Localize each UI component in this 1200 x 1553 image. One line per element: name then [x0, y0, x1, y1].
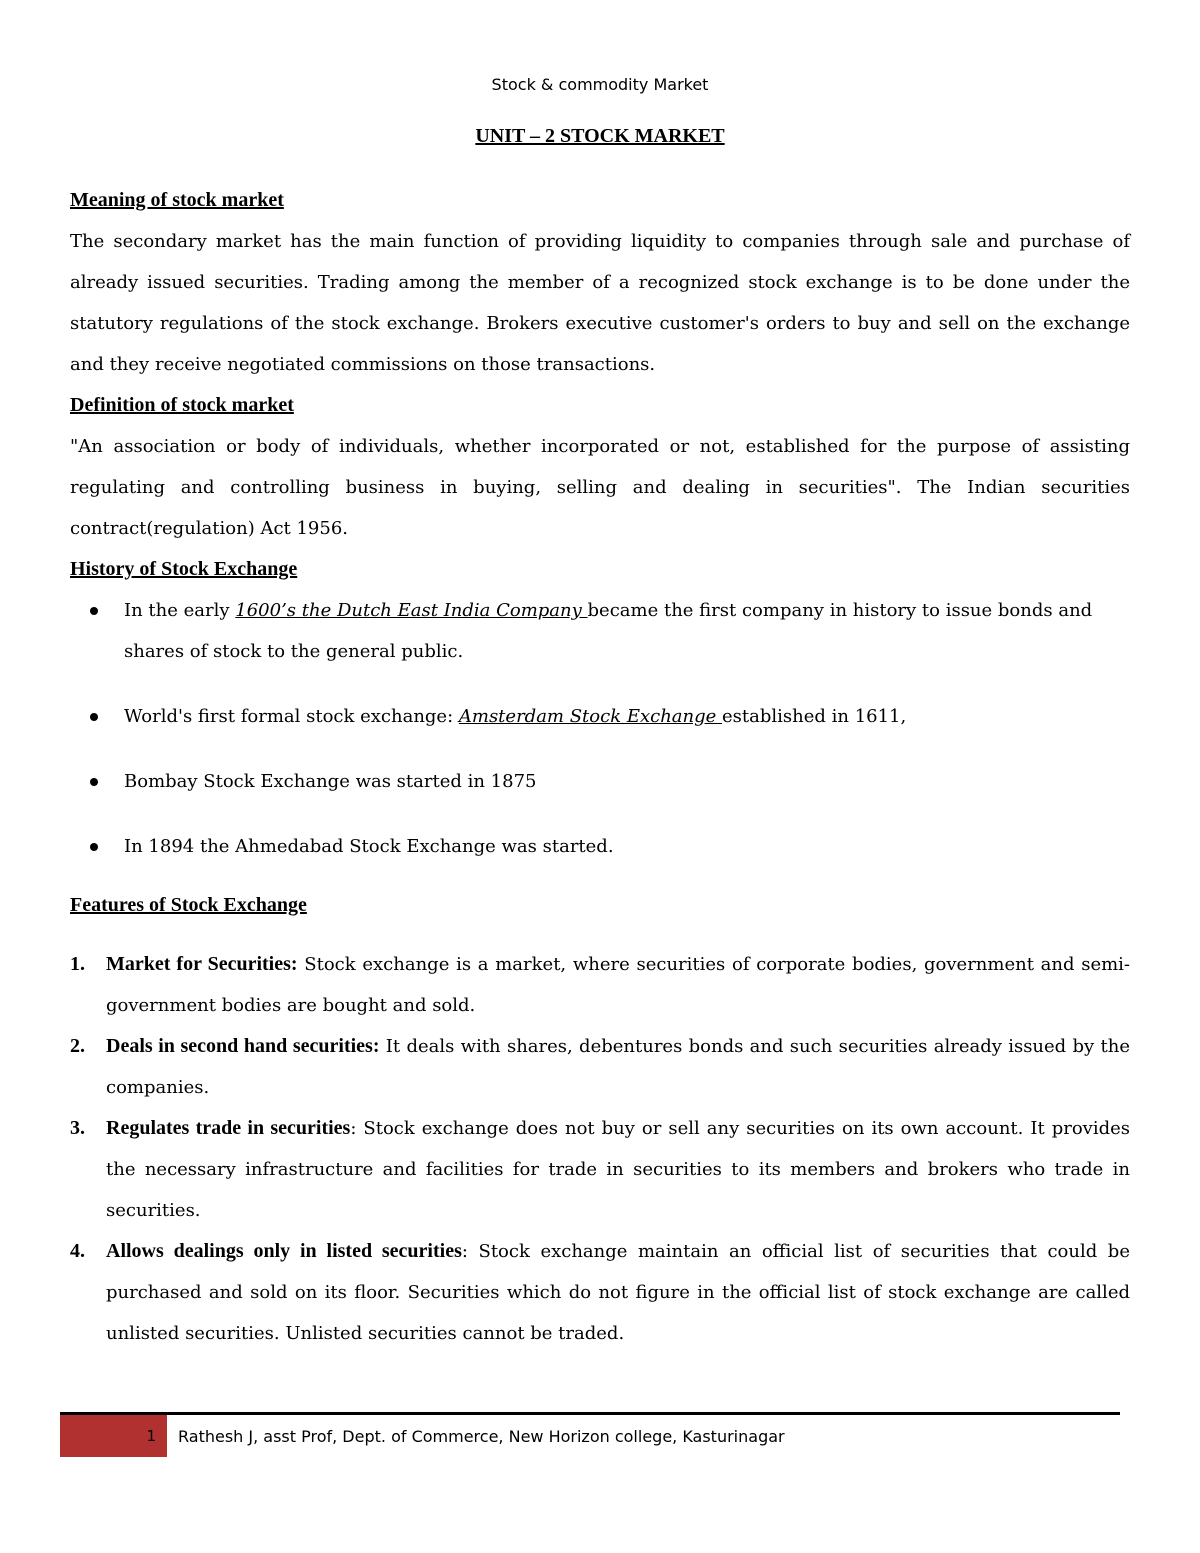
- page-number: 1: [146, 1427, 156, 1445]
- history-item-1-text: In the early: [124, 600, 236, 621]
- history-item-1-rest: became the first company in history to issue bonds and shares of stock to the general public.: [124, 600, 1093, 662]
- dutch-east-india-link[interactable]: 1600’s the Dutch East India Company: [235, 600, 588, 621]
- history-item-2-rest: established in 1611,: [722, 706, 907, 727]
- document-body: [70, 180, 1130, 1354]
- feature-text: : Stock exchange maintain an official list of securities that could be purchased and sold on its floor. Securities which do not figure in the official list of stock exchange are called unlisted securities. Unlisted securities cannot be traded.: [106, 1241, 1130, 1344]
- feature-number: 3.: [70, 1117, 85, 1139]
- feature-text: It deals with shares, debentures bonds and such securities already issued by the companies.: [106, 1036, 1130, 1098]
- history-list: [70, 590, 1130, 867]
- list-item: [70, 590, 1130, 672]
- heading-features: Features of Stock Exchange: [70, 894, 307, 916]
- feature-lead: Deals in second hand securities:: [106, 1035, 380, 1057]
- heading-meaning: Meaning of stock market: [70, 189, 284, 211]
- list-item: [70, 1108, 1130, 1231]
- history-item-3-text: Bombay Stock Exchange was started in 1875: [124, 771, 537, 792]
- feature-number: 4.: [70, 1240, 85, 1262]
- list-item: [70, 696, 1130, 737]
- list-item: [70, 1026, 1130, 1108]
- features-list: [70, 944, 1130, 1354]
- feature-lead: Regulates trade in securities: [106, 1117, 351, 1139]
- feature-lead: Market for Securities:: [106, 953, 298, 975]
- feature-text: Stock exchange is a market, where securities of corporate bodies, government and semi-government bodies are bought and sold.: [106, 954, 1131, 1016]
- heading-history: History of Stock Exchange: [70, 558, 298, 580]
- history-item-2-text: World's first formal stock exchange:: [124, 706, 459, 727]
- feature-lead: Allows dealings only in listed securities: [106, 1240, 462, 1262]
- running-header: Stock & commodity Market: [491, 75, 709, 94]
- definition-paragraph: "An association or body of individuals, whether incorporated or not, established for the purpose of assisting regulating and controlling business in buying, selling and dealing in securities". The Indian securities contract(regulation) Act 1956.: [70, 436, 1130, 539]
- heading-definition: Definition of stock market: [70, 394, 294, 416]
- feature-text: : Stock exchange does not buy or sell any securities on its own account. It provides the necessary infrastructure and facilities for trade in securities to its members and brokers who trade in securities.: [106, 1118, 1130, 1221]
- feature-number: 2.: [70, 1035, 85, 1057]
- list-item: [70, 826, 1130, 867]
- list-item: [70, 1231, 1130, 1354]
- footer-rule: [60, 1412, 1120, 1415]
- amsterdam-exchange-link[interactable]: Amsterdam Stock Exchange: [458, 706, 723, 727]
- list-item: [70, 761, 1130, 802]
- history-item-4-text: In 1894 the Ahmedabad Stock Exchange was started.: [124, 836, 614, 857]
- page-title: UNIT – 2 STOCK MARKET: [475, 125, 725, 147]
- list-item: [70, 944, 1130, 1026]
- footer-text: Rathesh J, asst Prof, Dept. of Commerce, New Horizon college, Kasturinagar: [178, 1427, 785, 1446]
- meaning-paragraph: The secondary market has the main function of providing liquidity to companies through sale and purchase of already issued securities. Trading among the member of a recognized stock exchange is to be done under the statutory regulations of the stock exchange. Brokers executive customer's orders to buy and sell on the exchange and they receive negotiated commissions on those transactions.: [70, 231, 1130, 375]
- feature-number: 1.: [70, 953, 85, 975]
